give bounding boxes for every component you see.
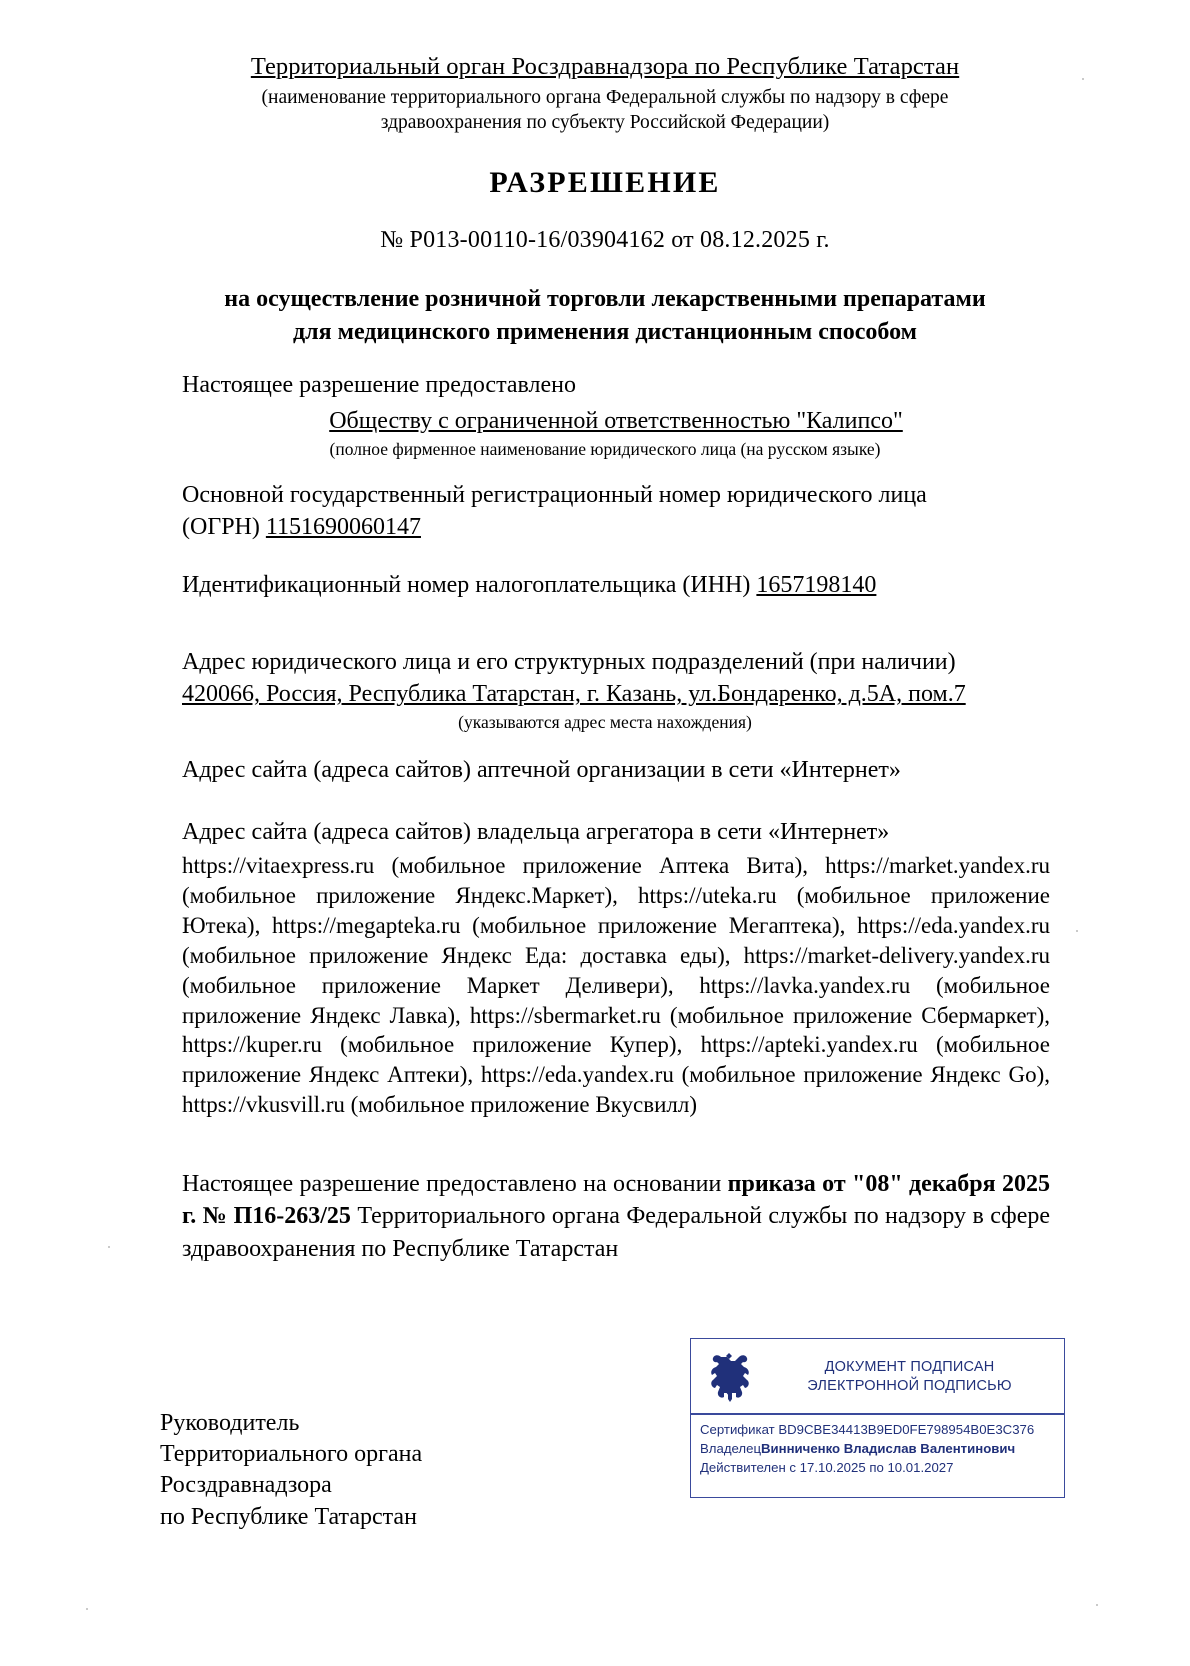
document-subject-line-1: на осуществление розничной торговли лекарственными препаратами	[224, 285, 986, 312]
document-number: № Р013-00110-16/03904162 от 08.12.2025 г.	[380, 226, 830, 253]
address-label: Адрес юридического лица и его структурных подразделений (при наличии)	[182, 649, 956, 676]
address-note: (указываются адрес места нахождения)	[458, 712, 752, 733]
granted-label: Настоящее разрешение предоставлено	[182, 371, 576, 398]
signer-line-2: Территориального органа	[160, 1441, 423, 1468]
signer-line-1: Руководитель	[160, 1410, 300, 1436]
document-body	[160, 52, 1050, 1265]
authority-name: Территориальный орган Росздравнадзора по Республике Татарстан	[250, 53, 960, 80]
stamp-owner-label: Владелец	[700, 1440, 761, 1456]
stamp-head-line-1: ДОКУМЕНТ ПОДПИСАН	[824, 1358, 995, 1375]
basis-order: приказа от "08" декабря 2025 г. № П16-263/25	[182, 1171, 1050, 1230]
document-subject-line-2: для медицинского применения дистанционным способом	[293, 318, 917, 345]
stamp-validity: Действителен с 17.10.2025 по 10.01.2027	[700, 1460, 954, 1476]
address-value: 420066, Россия, Республика Татарстан, г. Казань, ул.Бондаренко, д.5А, пом.7	[182, 681, 966, 708]
basis-paragraph	[182, 1168, 1050, 1265]
ogrn-value: 1151690060147	[265, 513, 421, 540]
entity-name-note: (полное фирменное наименование юридического лица (на русском языке)	[329, 438, 881, 459]
pharmacy-site-label: Адрес сайта (адреса сайтов) аптечной организации в сети «Интернет»	[182, 757, 901, 784]
ogrn-label-line-1: Основной государственный регистрационный номер юридического лица	[182, 481, 927, 508]
scan-speck	[1096, 1604, 1098, 1606]
scan-speck	[1076, 930, 1078, 932]
inn-label: Идентификационный номер налогоплательщика (ИНН)	[182, 571, 751, 598]
inn-value: 1657198140	[756, 571, 877, 598]
ogrn-label-line-2: (ОГРН)	[182, 513, 260, 540]
stamp-certificate: Сертификат BD9CBE34413B9ED0FE798954B0E3C376	[700, 1421, 1035, 1437]
signer-line-4: по Республике Татарстан	[160, 1503, 417, 1530]
scan-speck	[86, 1608, 88, 1610]
authority-note-line-2: здравоохранения по субъекту Российской Федерации)	[380, 111, 830, 133]
aggregator-site-label: Адрес сайта (адреса сайтов) владельца агрегатора в сети «Интернет»	[182, 819, 890, 846]
stamp-head-line-2: ЭЛЕКТРОННОЙ ПОДПИСЬЮ	[807, 1378, 1012, 1394]
double-headed-eagle-emblem-icon	[701, 1347, 757, 1407]
basis-text-part-1: Настоящее разрешение предоставлено на основании	[182, 1171, 728, 1198]
signer-block	[160, 1408, 422, 1533]
basis-text-part-2: Территориального органа Федеральной службы по надзору в сфере здравоохранения по Республике Татарстан	[182, 1203, 1051, 1262]
scan-speck	[108, 1246, 110, 1248]
scan-speck	[1082, 78, 1084, 80]
electronic-signature-stamp	[690, 1338, 1065, 1498]
authority-note-line-1: (наименование территориального органа Федеральной службы по надзору в сфере	[261, 86, 949, 108]
stamp-owner-name: Винниченко Владислав Валентинович	[761, 1440, 1016, 1456]
signer-line-3: Росздравнадзора	[160, 1472, 332, 1499]
aggregator-sites-list: https://vitaexpress.ru (мобильное приложение Аптека Вита), https://market.yandex.ru (мобильное приложение Яндекс.Маркет), https://uteka.ru (мобильное приложение Ютека), https://megapteka.ru (мобильное приложение Мегаптека), https://eda.yandex.ru (мобильное приложение Яндекс Еда: доставка еды), https://market-delivery.yandex.ru (мобильное приложение Маркет Деливери), https://lavka.yandex.ru (мобильное приложение Яндекс Лавка), https://sbermarket.ru (мобильное приложение Сбермаркет), https://kuper.ru (мобильное приложение Купер), https://apteki.yandex.ru (мобильное приложение Яндекс Аптеки), https://eda.yandex.ru (мобильное приложение Яндекс Go), https://vkusvill.ru (мобильное приложение Вкусвилл)	[182, 853, 1050, 1118]
entity-name: Обществу с ограниченной ответственностью "Калипсо"	[329, 407, 903, 434]
document-title: РАЗРЕШЕНИЕ	[489, 165, 721, 199]
